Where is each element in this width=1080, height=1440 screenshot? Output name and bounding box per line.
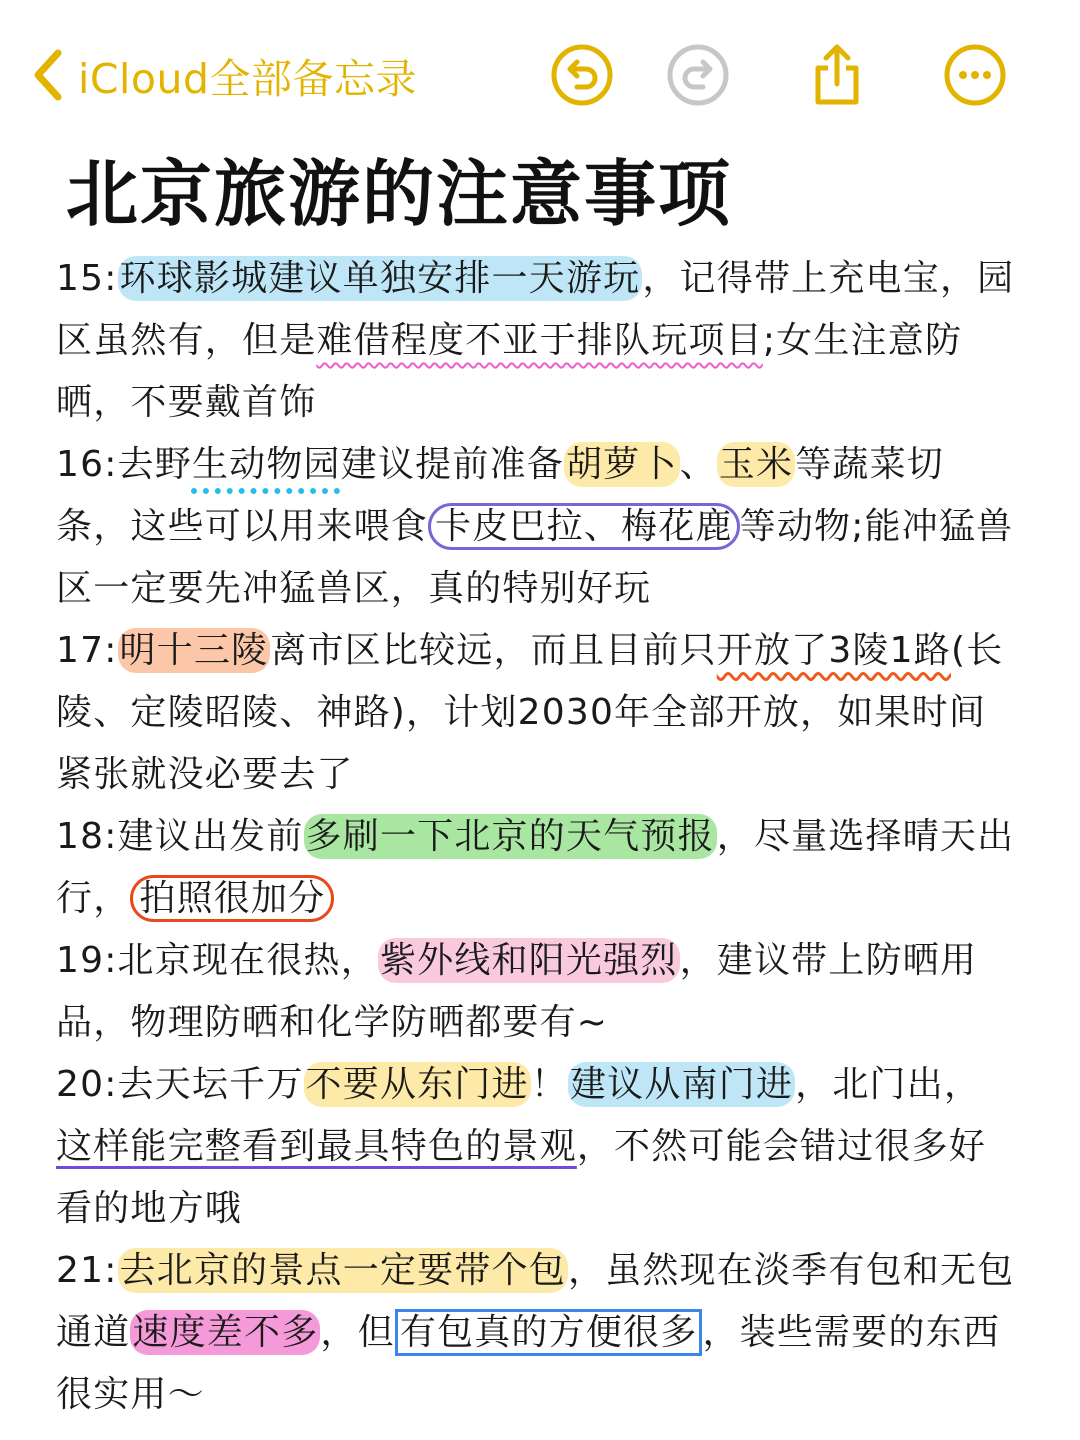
boxed-bag-convenient: 有包真的方便很多 xyxy=(395,1309,703,1356)
item-15-text: ，记得带上充电宝，园区虽然有，但是 xyxy=(56,258,1015,361)
note-body[interactable] xyxy=(56,248,1016,1426)
item-16-separator: 、 xyxy=(679,444,717,485)
share-button[interactable] xyxy=(804,42,870,108)
highlight-corn: 玉米 xyxy=(718,444,794,485)
underline-landscape: 这样能完整看到最具特色的景观 xyxy=(56,1126,577,1167)
highlight-bring-bag: 去北京的景点一定要带个包 xyxy=(119,1250,566,1291)
highlight-universal-studios: 环球影城建议单独安排一天游玩 xyxy=(119,258,641,299)
note-item-15 xyxy=(56,248,1016,434)
note-item-21 xyxy=(56,1240,1016,1426)
wavy-underline-borrow-difficulty: 难借程度不亚于排队玩项目 xyxy=(316,320,763,361)
item-17-text-end: (长陵、定陵昭陵、神路)，计划2030年全部开放，如果时间紧张就没必要去了 xyxy=(56,630,1004,795)
highlight-weather-forecast: 多刷一下北京的天气预报 xyxy=(305,816,715,857)
note-item-19 xyxy=(56,930,1016,1054)
highlight-uv-strong: 紫外线和阳光强烈 xyxy=(379,940,678,981)
note-item-17 xyxy=(56,620,1016,806)
redo-button[interactable] xyxy=(665,42,731,108)
chevron-left-icon xyxy=(30,47,64,103)
highlight-ming-tombs: 明十三陵 xyxy=(119,630,269,671)
more-icon xyxy=(942,42,1008,108)
item-21-text: ，虽然现在淡季有包和无包通道 xyxy=(56,1250,1015,1353)
highlight-east-gate: 不要从东门进 xyxy=(305,1064,529,1105)
item-15-text-end: ;女生注意防晒，不要戴首饰 xyxy=(56,320,963,423)
undo-icon xyxy=(549,42,615,108)
item-18-text: ，尽量选择晴天出行， xyxy=(56,816,1015,919)
item-15-number: 15: xyxy=(56,258,118,299)
item-21-text-middle: ，但 xyxy=(320,1312,395,1353)
item-17-number: 17: xyxy=(56,630,118,671)
top-navigation-bar xyxy=(0,30,1080,122)
item-21-number: 21: xyxy=(56,1250,118,1291)
redo-icon xyxy=(665,42,731,108)
share-icon xyxy=(804,42,870,108)
more-button[interactable] xyxy=(942,42,1008,108)
item-20-text: ，北门出， xyxy=(795,1064,982,1105)
highlight-carrot: 胡萝卜 xyxy=(565,444,678,485)
item-20-exclaim: ！ xyxy=(530,1064,568,1105)
note-item-16 xyxy=(56,434,1016,620)
circled-photo-bonus: 拍照很加分 xyxy=(130,875,334,922)
note-item-18 xyxy=(56,806,1016,930)
item-21-text-end: ，装些需要的东西很实用～ xyxy=(56,1312,1001,1415)
item-19-text: ，建议带上防晒用品，物理防晒和化学防晒都要有~ xyxy=(56,940,978,1043)
item-20-text-end: ，不然可能会错过很多好看的地方哦 xyxy=(56,1126,987,1229)
circled-capybara-deer: 卡皮巴拉、梅花鹿 xyxy=(428,503,740,550)
item-16-number: 16:去野 xyxy=(56,444,192,485)
item-19-number: 19:北京现在很热， xyxy=(56,940,378,981)
highlight-south-gate: 建议从南门进 xyxy=(569,1064,794,1105)
note-title: 北京旅游的注意事项 xyxy=(66,152,733,236)
dotted-underline-zoo: 生动物园 xyxy=(191,444,341,485)
item-16-text-end: 等动物;能冲猛兽区一定要先冲猛兽区，真的特别好玩 xyxy=(56,506,1014,609)
wavy-underline-open-sites: 开放了3陵1路 xyxy=(716,630,951,671)
back-button-label: iCloud全部备忘录 xyxy=(78,54,418,103)
note-item-20 xyxy=(56,1054,1016,1240)
item-18-number: 18:建议出发前 xyxy=(56,816,304,857)
item-17-text: 离市区比较远，而且目前只 xyxy=(270,630,717,671)
item-20-number: 20:去天坛千万 xyxy=(56,1064,304,1105)
highlight-same-speed: 速度差不多 xyxy=(132,1312,319,1353)
item-16-text: 建议提前准备 xyxy=(340,444,564,485)
item-16-text-middle: 等蔬菜切条，这些可以用来喂食 xyxy=(56,444,944,547)
undo-button[interactable] xyxy=(549,42,615,108)
back-button[interactable] xyxy=(30,42,417,108)
